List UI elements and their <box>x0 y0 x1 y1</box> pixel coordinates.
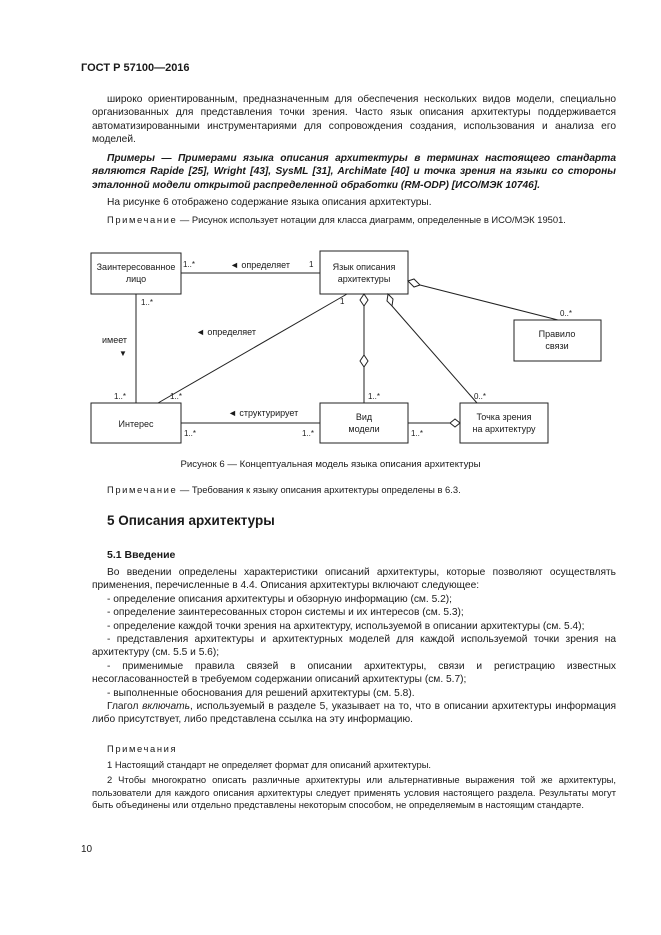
figure-caption: Рисунок 6 — Концептуальная модель языка описания архитектуры <box>180 459 481 470</box>
figure-reference: На рисунке 6 отображено содержание языка описания архитектуры. <box>107 197 432 208</box>
stakeholder-line1: Заинтересованное <box>96 262 176 272</box>
list-item: - определение заинтересованных сторон системы и их интересов (см. 5.3); <box>107 607 464 619</box>
standard-header: ГОСТ Р 57100—2016 <box>81 62 190 74</box>
note-item: 1 Настоящий стандарт не определяет формат для описаний архитектуры. <box>107 758 432 770</box>
page-number: 10 <box>81 844 93 855</box>
model-kind-line1: Вид <box>355 412 373 422</box>
label-structures: ◄ структурирует <box>228 408 299 418</box>
note2-text: — Требования к языку описания архитектуры определены в 6.3. <box>177 484 461 495</box>
mult-concern-right: 1..* <box>184 429 197 438</box>
requirements-note <box>92 484 616 497</box>
mult-model-right: 1..* <box>411 429 424 438</box>
stakeholder-line2: лицо <box>125 274 147 284</box>
line-adl-viewpoint <box>392 306 477 403</box>
label-has: имеет <box>102 335 128 345</box>
aggregation-diamond-adl-viewpoint <box>387 294 393 306</box>
rule-line1: Правило <box>538 329 576 339</box>
list-item: - применимые правила связей в описании архитектуры, связи и регистрацию известных несогласованностей в требуемом содержании описаний архитектуры (см. 5.7); <box>92 660 616 686</box>
aggregation-diamond-adl-model <box>360 294 368 306</box>
aggregation-diamond-model <box>360 355 368 367</box>
mult-stakeholder-adl-right: 1 <box>309 260 314 269</box>
section-5-title: 5 Описания архитектуры <box>107 513 275 528</box>
line-adl-rule <box>420 285 558 320</box>
box-model-kind <box>320 403 408 443</box>
mult-adl-rule: 0..* <box>560 309 573 318</box>
mult-model-left: 1..* <box>302 429 315 438</box>
mult-adl-diag: 1 <box>340 297 345 306</box>
mult-stakeholder-adl-left: 1..* <box>183 260 196 269</box>
examples-paragraph: Примеры — Примерами языка описания архитектуры в терминах настоящего стандарта являются Rapide [25], Wright [43], SysML [31], ArchiMate [40] и точка зрения на языки со стороны эталонной модели открытой распределенной обработки (RM-ODP) [ИСО/МЭК 10746]. <box>92 153 616 191</box>
mult-concern-top-left: 1..* <box>114 392 127 401</box>
verb-word: включать <box>142 701 190 713</box>
viewpoint-line2: на архитектуру <box>472 424 536 434</box>
aggregation-diamond-adl-rule <box>408 279 420 287</box>
adl-line1: Язык описания <box>332 262 396 272</box>
viewpoint-line1: Точка зрения <box>476 412 532 422</box>
box-viewpoint <box>460 403 548 443</box>
list-item: - представления архитектуры и архитектурных моделей для каждой используемой точки зрения на архитектуру (см. 5.5 и 5.6); <box>92 634 616 659</box>
mult-model-top: 1..* <box>368 392 381 401</box>
notes-block <box>92 743 616 812</box>
mult-viewpoint-top: 0..* <box>474 392 487 401</box>
mult-stakeholder-bottom: 1..* <box>141 298 154 307</box>
intro-paragraph: широко ориентированным, предназначенным для обеспечения нескольких видов модели, специально организованных для представления точки зрения. Часто язык описания архитектуры поддерживается автоматизированными инструментариями для сопровождения создания, использования и анализа его моделей. <box>92 94 616 146</box>
rule-line2: связи <box>545 341 569 351</box>
note2-label: Примечание <box>107 484 178 495</box>
box-adl <box>320 251 408 294</box>
line-adl-concern <box>158 294 347 403</box>
section-5-1-title: 5.1 Введение <box>107 549 176 561</box>
label-defines-diag: ◄ определяет <box>196 327 257 337</box>
list-item: - определение каждой точки зрения на архитектуру, используемой в описании архитектуры (см. 5.4); <box>107 620 585 632</box>
mult-concern-top-right: 1..* <box>170 392 183 401</box>
section-lead: Во введении определены характеристики описаний архитектуры, которые позволяют осуществлять применения, перечисленные в 4.4. Описания архитектуры включают следующее: <box>92 567 616 592</box>
note-label: Примечание <box>107 214 178 225</box>
model-kind-line2: модели <box>348 424 380 434</box>
list-item: - определение описания архитектуры и обзорную информацию (см. 5.2); <box>107 593 452 605</box>
label-has-arrow: ▼ <box>119 349 127 358</box>
adl-line2: архитектуры <box>337 274 391 284</box>
note-text: — Рисунок использует нотации для класса диаграмм, определенные в ИСО/МЭК 19501. <box>177 214 566 225</box>
note-item: 2 Чтобы многократно описать различные архитектуры или альтернативные выражения той же архитектуры, пользователи для каждого описания архитектуры следует применять условия настоящего раздела. Результаты могут быть объединены или отдельно представлены некоторым способом, не определяемым в настоящим стандарте. <box>92 774 616 811</box>
concern-line1: Интерес <box>118 419 154 429</box>
verb-paragraph: Глагол включать, используемый в разделе 5, указывает на то, что в описании архитектуры информация либо присутствует, либо представлена ссылка на эту информацию. <box>92 701 616 726</box>
aggregation-diamond-viewpoint <box>450 419 460 427</box>
section-5-1-body <box>92 566 616 727</box>
label-defines-top: ◄ определяет <box>230 260 291 270</box>
list-item: - выполненные обоснования для решений архитектуры (см. 5.8). <box>107 687 415 699</box>
notes-label: Примечания <box>107 743 178 754</box>
